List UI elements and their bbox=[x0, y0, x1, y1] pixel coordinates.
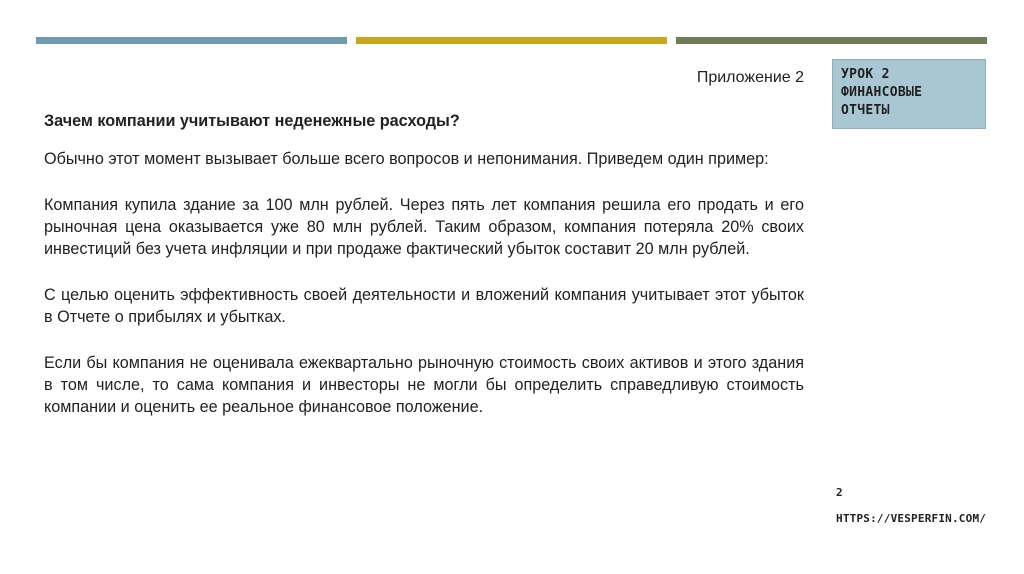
content-paragraph: Обычно этот момент вызывает больше всего вопросов и непонимания. Приведем один пример: bbox=[44, 150, 769, 168]
content-paragraph: Компания купила здание за 100 млн рублей. Через пять лет компания решила его продать и его рыночная цена оказывается уже 80 млн рублей. Таким образом, компания потеряла 20% своих инвестиций без учета инфляции и при продаже фактический убыток составит 20 млн рублей. bbox=[44, 196, 804, 258]
content-paragraph: С целью оценить эффективность своей деятельности и вложений компания учитывает этот убыток в Отчете о прибылях и убытках. bbox=[44, 286, 804, 326]
lesson-title-line: УРОК 2 bbox=[841, 67, 890, 82]
top-stripe-blue bbox=[36, 37, 347, 44]
content-paragraph: Если бы компания не оценивала ежеквартально рыночную стоимость своих активов и этого здания в том числе, то сама компания и инвесторы не могли бы определить справедливую стоимость компании и оценить ее реальное финансовое положение. bbox=[44, 354, 804, 416]
appendix-label: Приложение 2 bbox=[696, 69, 804, 86]
top-stripe-olive bbox=[676, 37, 987, 44]
lesson-title-box bbox=[832, 59, 986, 129]
top-stripe-gold bbox=[356, 37, 667, 44]
site-url-link[interactable]: HTTPS://VESPERFIN.COM/ bbox=[836, 512, 987, 525]
lesson-title-line: ОТЧЕТЫ bbox=[841, 103, 890, 118]
main-content bbox=[44, 110, 804, 442]
lesson-title-line: ФИНАНСОВЫЕ bbox=[841, 85, 923, 100]
content-heading: Зачем компании учитывают неденежные расходы? bbox=[44, 112, 460, 130]
page-number: 2 bbox=[836, 486, 843, 499]
